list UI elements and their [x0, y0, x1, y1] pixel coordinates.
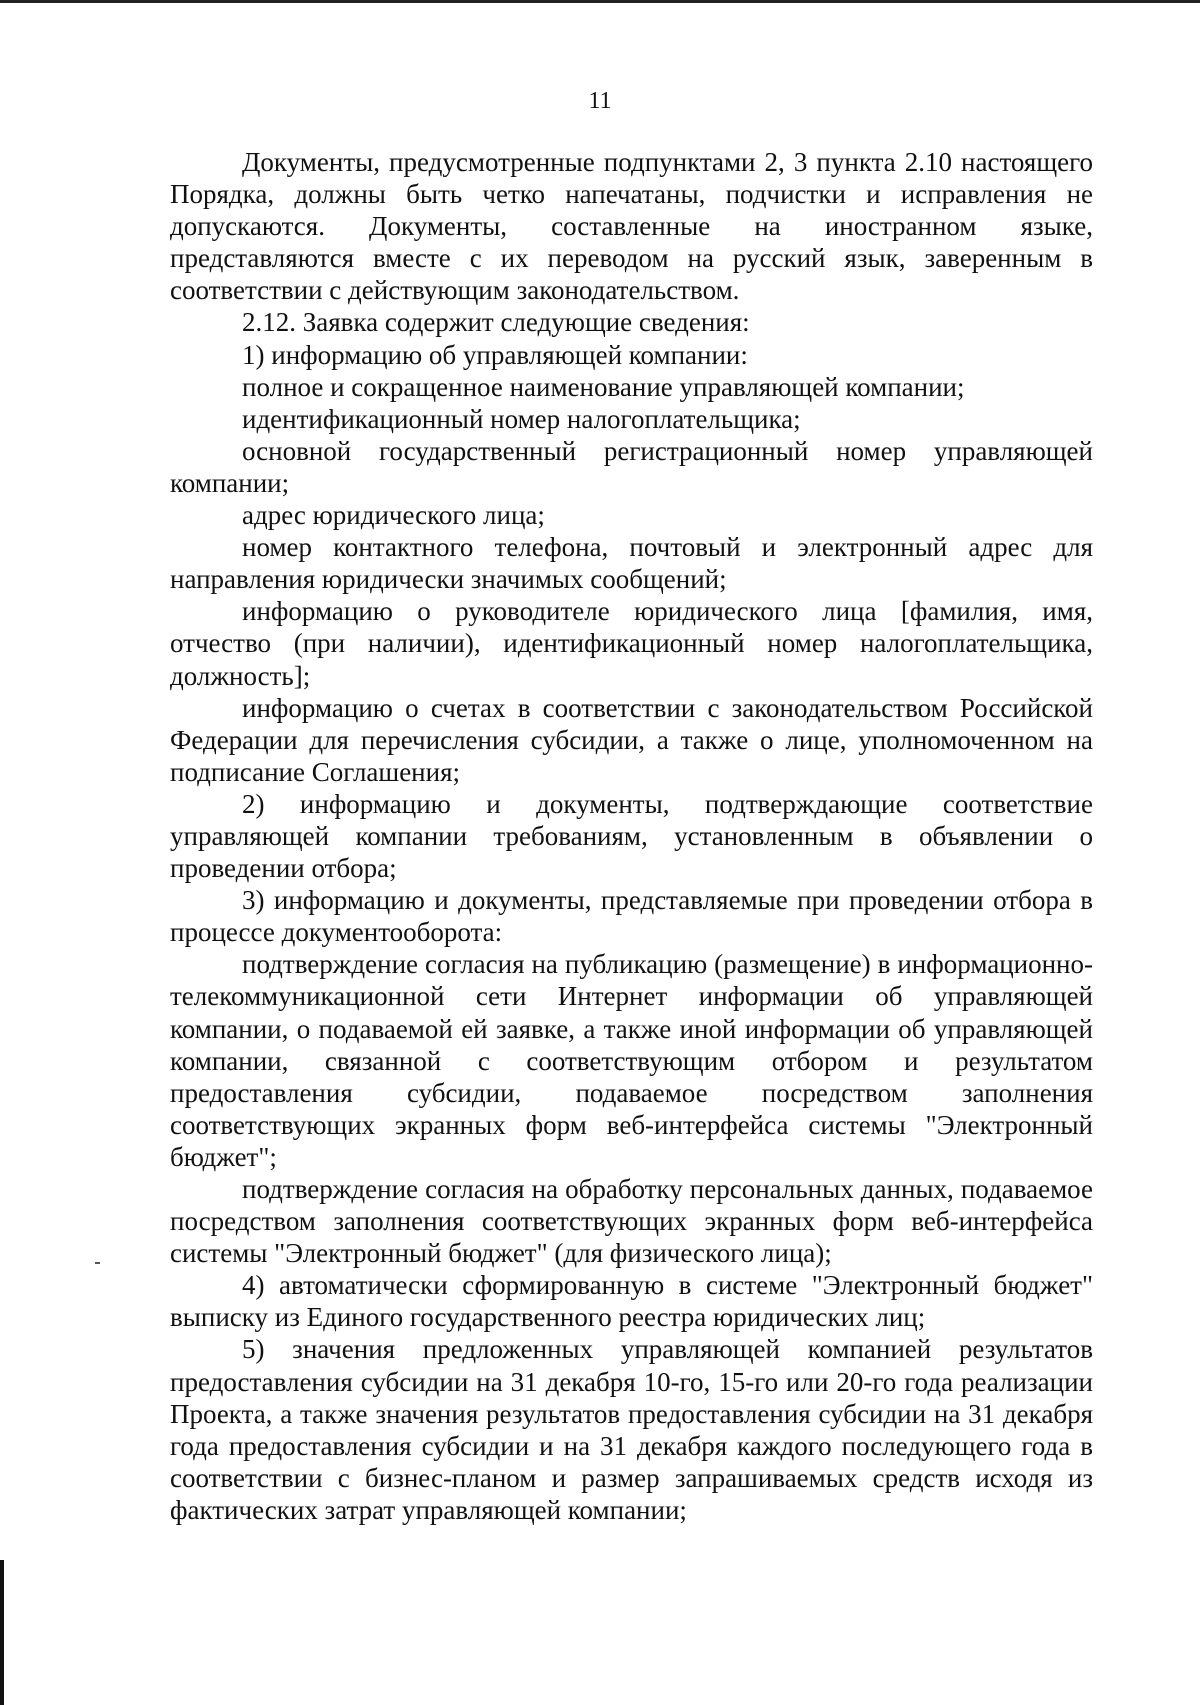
scan-artifact: [95, 1262, 100, 1264]
paragraph-item-3: 3) информацию и документы, представляемые при проведении отбора в процессе документооборота:: [170, 885, 1093, 948]
paragraph-item-4: 4) автоматически сформированную в системе "Электронный бюджет" выписку из Единого государственного реестра юридических лиц;: [170, 1270, 1093, 1333]
paragraph-ogrn: основной государственный регистрационный номер управляющей компании;: [170, 435, 1093, 498]
paragraph-head-info: информацию о руководителе юридического лица [фамилия, имя, отчество (при наличии), идентификационный номер налогоплательщика, должность];: [170, 596, 1093, 691]
page-number: 11: [588, 88, 612, 114]
paragraph-2-12-heading: 2.12. Заявка содержит следующие сведения:: [242, 307, 750, 338]
paragraph-publication-consent: подтверждение согласия на публикацию (размещение) в информационно-телекоммуникационной сети Интернет информации об управляющей компании, о подаваемой ей заявке, а также иной информации об управляющей компании, связанной с соответствующим отбором и результатом предоставления субсидии, подаваемое посредством заполнения соответствующих экранных форм веб-интерфейса системы "Электронный бюджет";: [170, 949, 1093, 1172]
paragraph-item-2: 2) информацию и документы, подтверждающие соответствие управляющей компании требованиям, установленным в объявлении о проведении отбора;: [170, 788, 1093, 884]
scan-border-left: [0, 1560, 4, 1705]
paragraph-documents-requirements: Документы, предусмотренные подпунктами 2, 3 пункта 2.10 настоящего Порядка, должны быть четко напечатаны, подчистки и исправления не допускаются. Документы, составленные на иностранном языке, представляются вместе с их переводом на русский язык, заверенным в соответствии с действующим законодательством.: [170, 147, 1093, 306]
paragraph-contacts: номер контактного телефона, почтовый и электронный адрес для направления юридически значимых сообщений;: [170, 532, 1093, 595]
paragraph-legal-address: адрес юридического лица;: [242, 500, 545, 531]
paragraph-company-name: полное и сокращенное наименование управляющей компании;: [242, 371, 965, 402]
document-body: [170, 146, 1093, 1526]
paragraph-inn: идентификационный номер налогоплательщика;: [242, 403, 801, 434]
scan-border-top: [0, 0, 1200, 3]
paragraph-item-1: 1) информацию об управляющей компании:: [242, 339, 748, 370]
paragraph-accounts: информацию о счетах в соответствии с законодательством Российской Федерации для перечисления субсидии, а также о лице, уполномоченном на подписание Соглашения;: [170, 692, 1093, 787]
paragraph-personal-data-consent: подтверждение согласия на обработку персональных данных, подаваемое посредством заполнения соответствующих экранных форм веб-интерфейса системы "Электронный бюджет" (для физического лица);: [170, 1174, 1093, 1269]
paragraph-item-5: 5) значения предложенных управляющей компанией результатов предоставления субсидии на 31 декабря 10-го, 15-го или 20-го года реализации Проекта, а также значения результатов предоставления субсидии на 31 декабря года предоставления субсидии и на 31 декабря каждого последующего года в соответствии с бизнес-планом и размер запрашиваемых средств исходя из фактических затрат управляющей компании;: [170, 1334, 1093, 1525]
